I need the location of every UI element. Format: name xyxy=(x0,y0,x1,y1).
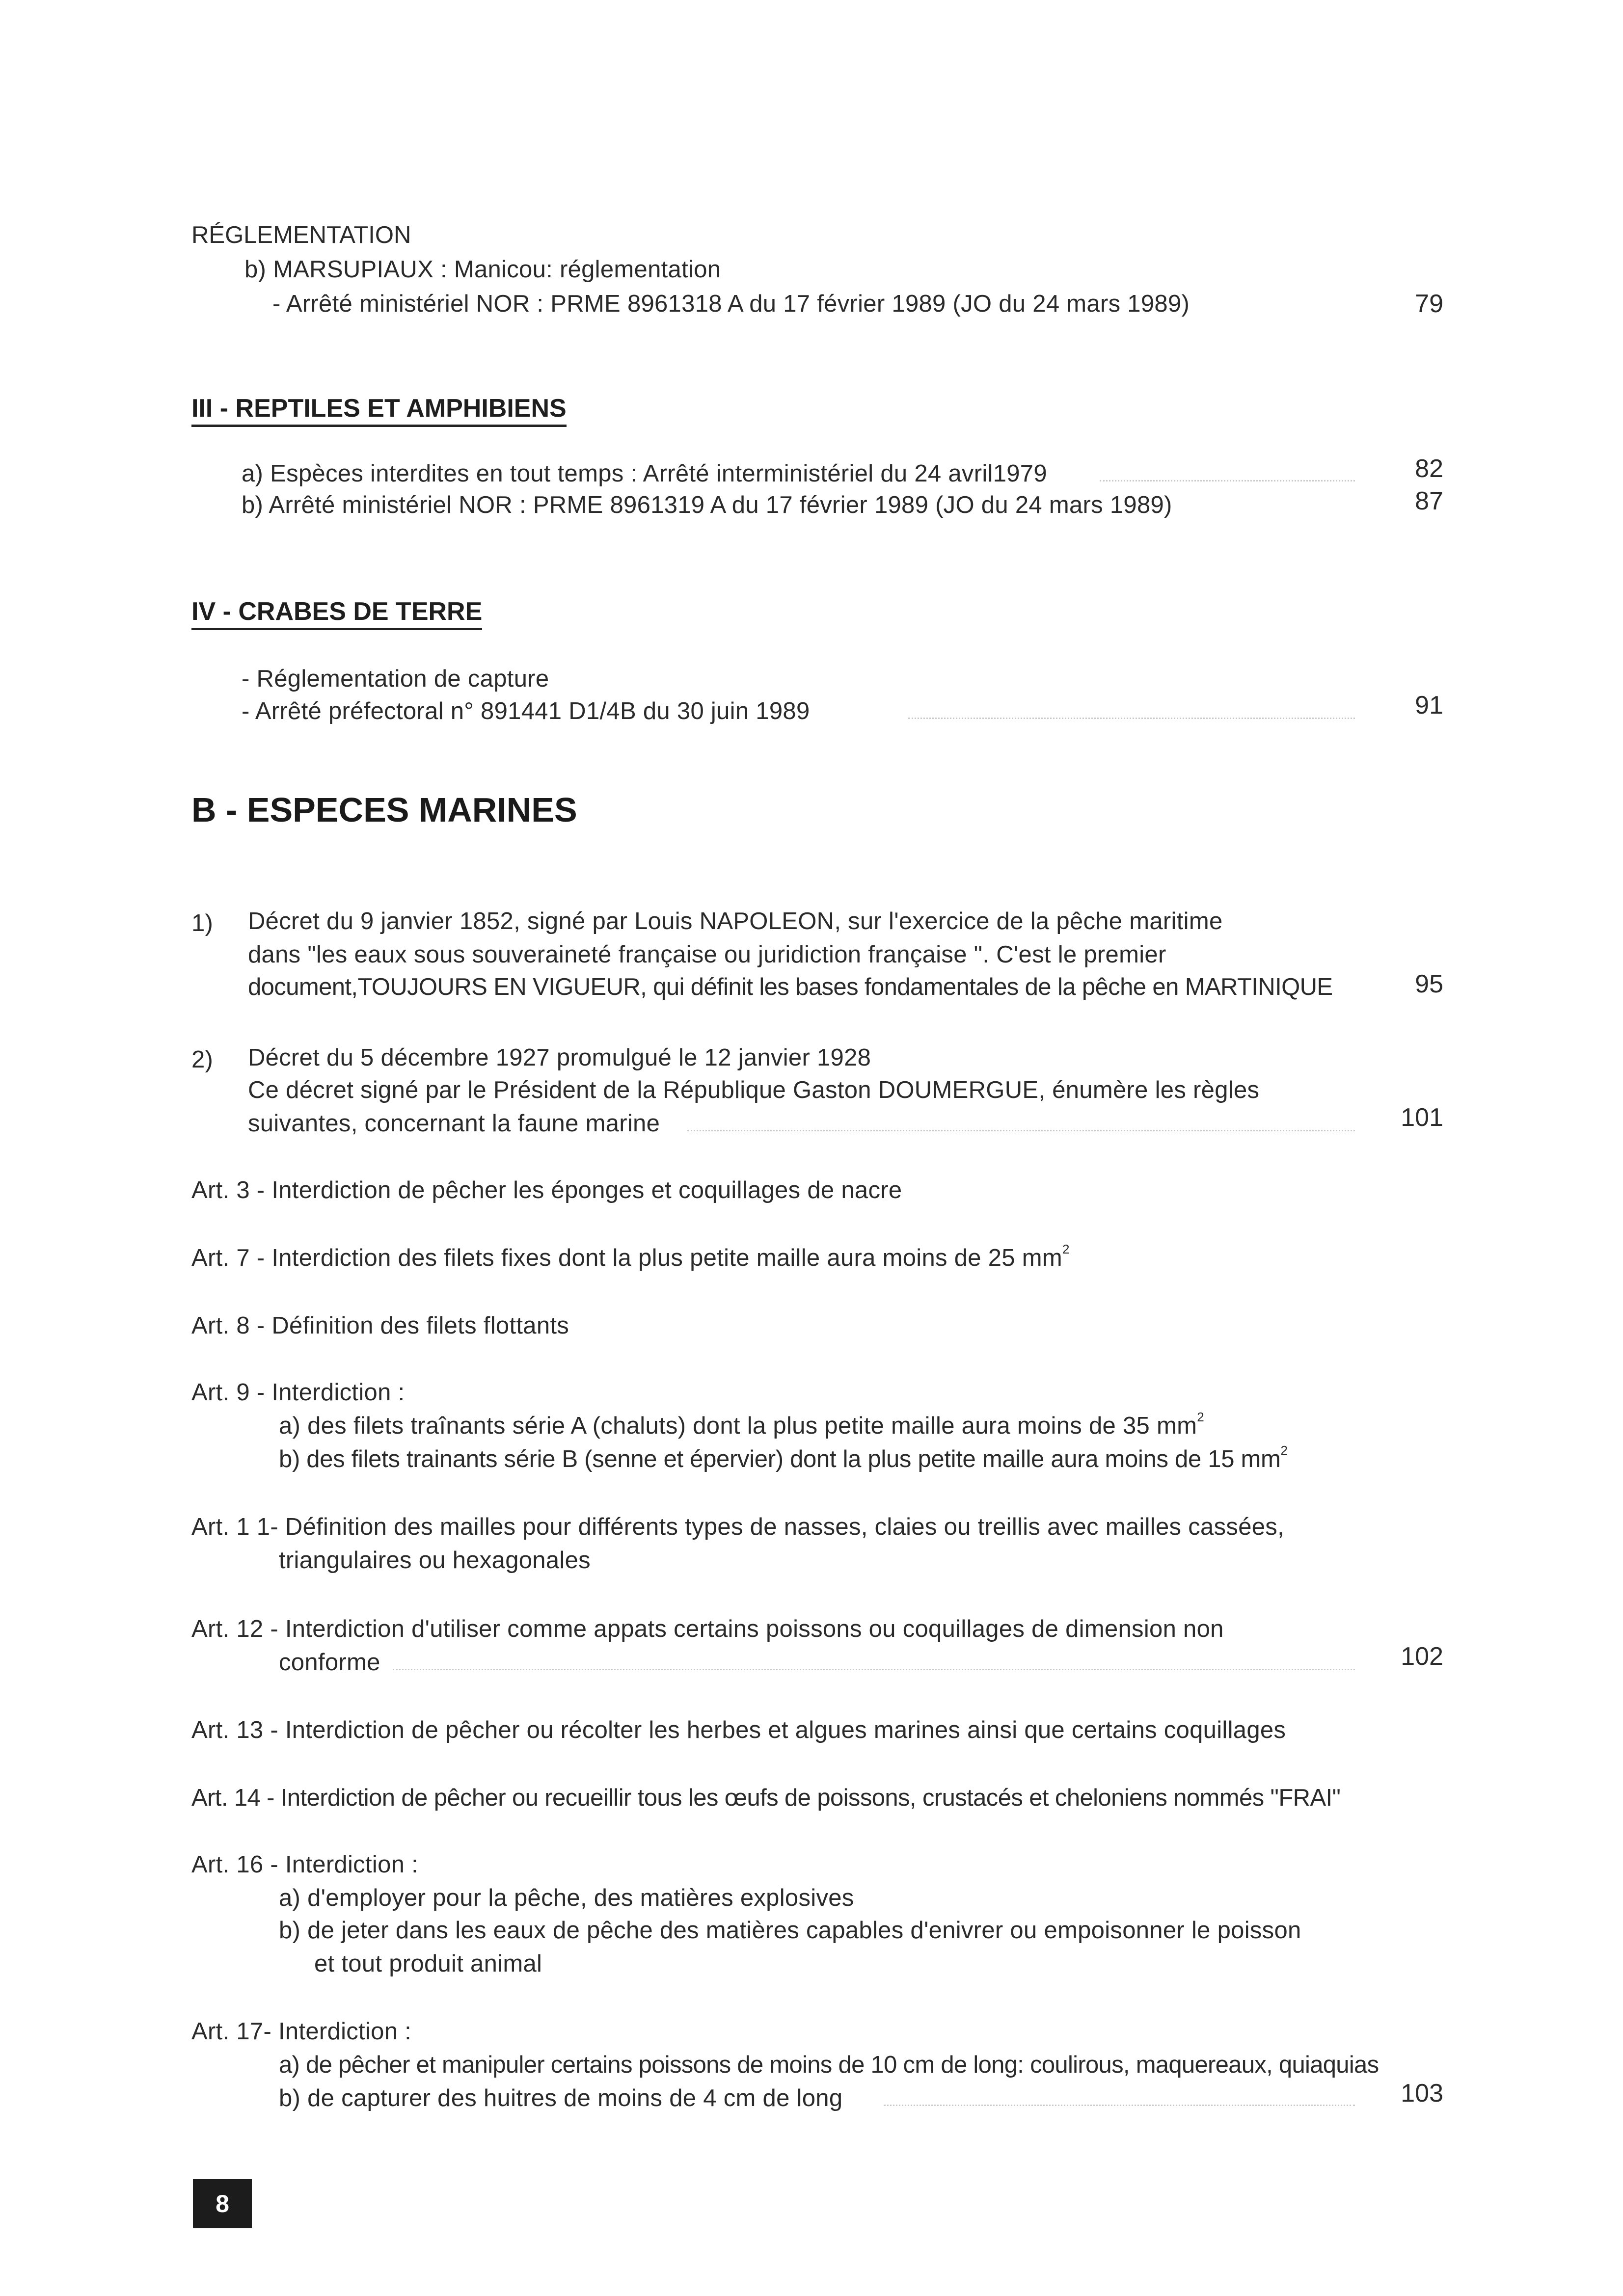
heading-reptiles xyxy=(191,393,567,424)
art-17-a-line: a) de pêcher et manipuler certains poissons de moins de 10 cm de long: coulirous, maquereaux, quiaquias xyxy=(279,2052,1379,2078)
crabes-line-2: - Arrêté préfectoral n° 891441 D1/4B du 30 juin 1989 xyxy=(242,698,810,724)
item-1-number: 1) xyxy=(191,910,214,936)
section-title-reglementation: RÉGLEMENTATION xyxy=(191,222,411,248)
art-7-line xyxy=(191,1243,1070,1273)
art-11-line-2: triangulaires ou hexagonales xyxy=(279,1547,591,1574)
item-1-line-3: document,TOUJOURS EN VIGUEUR, qui définit les bases fondamentales de la pêche en MARTINIQUE xyxy=(248,974,1333,1000)
heading-reptiles-text: III - REPTILES ET AMPHIBIENS xyxy=(191,394,567,427)
item-2-line-1: Décret du 5 décembre 1927 promulgué le 12 janvier 1928 xyxy=(248,1044,871,1071)
leader-dots xyxy=(1100,480,1355,481)
item-1-line-1: Décret du 9 janvier 1852, signé par Louis NAPOLEON, sur l'exercice de la pêche maritime xyxy=(248,908,1223,934)
art-9-a-line xyxy=(279,1411,1204,1441)
leader-dots xyxy=(687,1130,1355,1131)
art-13-line: Art. 13 - Interdiction de pêcher ou récolter les herbes et algues marines ainsi que certains coquillages xyxy=(191,1717,1286,1743)
art-17-head: Art. 17- Interdiction : xyxy=(191,2018,412,2045)
item-2-number: 2) xyxy=(191,1046,214,1073)
art-3-line: Art. 3 - Interdiction de pêcher les éponges et coquillages de nacre xyxy=(191,1177,902,1203)
art-9-b-line xyxy=(279,1444,1288,1474)
squared-superscript: 2 xyxy=(1280,1442,1288,1458)
item-2-line-2: Ce décret signé par le Président de la République Gaston DOUMERGUE, énumère les règles xyxy=(248,1077,1260,1103)
heading-crabes-text: IV - CRABES DE TERRE xyxy=(191,597,482,630)
page-ref-95: 95 xyxy=(1415,970,1443,998)
squared-superscript: 2 xyxy=(1062,1241,1070,1256)
page-ref-79: 79 xyxy=(1415,290,1443,318)
page-ref-101: 101 xyxy=(1401,1103,1443,1132)
art-14-line: Art. 14 - Interdiction de pêcher ou recueillir tous les œufs de poissons, crustacés et cheloniens nommés "FRAI" xyxy=(191,1785,1341,1811)
art-16-head: Art. 16 - Interdiction : xyxy=(191,1851,419,1878)
page-number-badge: 8 xyxy=(193,2179,252,2228)
reptiles-b-line: b) Arrêté ministériel NOR : PRME 8961319 A du 17 février 1989 (JO du 24 mars 1989) xyxy=(242,492,1172,518)
art-12-line-2: conforme xyxy=(279,1649,380,1676)
heading-especes-marines: B - ESPECES MARINES xyxy=(191,791,577,829)
heading-crabes xyxy=(191,596,482,627)
page-ref-82: 82 xyxy=(1415,454,1443,483)
art-16-b-line-2: et tout produit animal xyxy=(314,1950,542,1977)
art-17-b-line: b) de capturer des huitres de moins de 4 cm de long xyxy=(279,2085,843,2111)
item-2-line-3: suivantes, concernant la faune marine xyxy=(248,1110,660,1137)
page-ref-91: 91 xyxy=(1415,691,1443,720)
marsupiaux-line: b) MARSUPIAUX : Manicou: réglementation xyxy=(244,256,721,283)
art-12-line-1: Art. 12 - Interdiction d'utiliser comme appats certains poissons ou coquillages de dimension non xyxy=(191,1616,1224,1642)
art-7-text: Art. 7 - Interdiction des filets fixes dont la plus petite maille aura moins de 25 mm xyxy=(191,1245,1062,1271)
page-ref-87: 87 xyxy=(1415,487,1443,515)
crabes-line-1: - Réglementation de capture xyxy=(242,666,549,692)
leader-dots xyxy=(908,718,1355,719)
squared-superscript: 2 xyxy=(1197,1409,1205,1424)
art-9-head: Art. 9 - Interdiction : xyxy=(191,1379,405,1406)
art-9-b-text: b) des filets trainants série B (senne et épervier) dont la plus petite maille aura moins de 15 mm xyxy=(279,1446,1281,1472)
page-ref-103: 103 xyxy=(1401,2079,1443,2108)
item-1-line-2: dans "les eaux sous souveraineté française ou juridiction française ". C'est le premier xyxy=(248,941,1166,968)
reptiles-a-line: a) Espèces interdites en tout temps : Arrêté interministériel du 24 avril1979 xyxy=(242,460,1047,487)
art-16-a-line: a) d'employer pour la pêche, des matières explosives xyxy=(279,1885,854,1911)
art-8-line: Art. 8 - Définition des filets flottants xyxy=(191,1312,569,1339)
art-16-b-line: b) de jeter dans les eaux de pêche des matières capables d'enivrer ou empoisonner le poisson xyxy=(279,1917,1301,1944)
art-11-line-1: Art. 1 1- Définition des mailles pour différents types de nasses, claies ou treillis avec mailles cassées, xyxy=(191,1514,1285,1540)
arrete-marsupiaux-line: - Arrêté ministériel NOR : PRME 8961318 A du 17 février 1989 (JO du 24 mars 1989) xyxy=(272,291,1190,317)
page-ref-102: 102 xyxy=(1401,1642,1443,1671)
leader-dots xyxy=(393,1669,1355,1670)
leader-dots xyxy=(884,2105,1355,2106)
art-9-a-text: a) des filets traînants série A (chaluts) dont la plus petite maille aura moins de 35 mm xyxy=(279,1413,1197,1439)
